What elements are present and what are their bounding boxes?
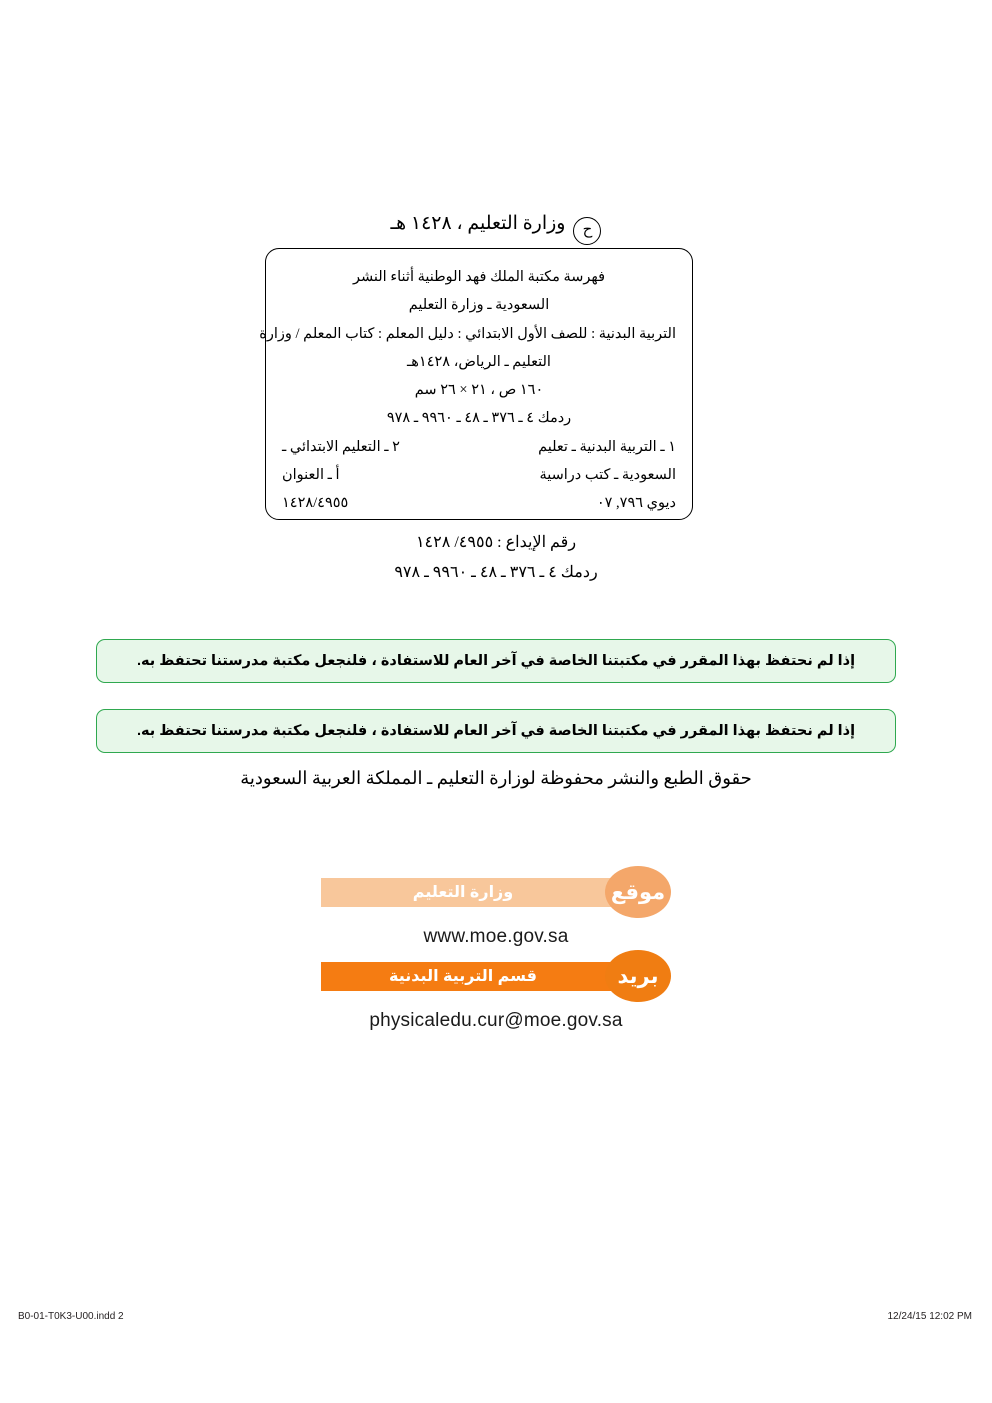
- email-row: [0, 950, 992, 1002]
- email-badge: بريد: [605, 950, 671, 1002]
- cip-line-6: ردمك ٤ ـ ٣٧٦ ـ ٤٨ ـ ٩٩٦٠ ـ ٩٧٨: [386, 410, 572, 427]
- cip-line-7: [282, 433, 676, 461]
- website-url[interactable]: www.moe.gov.sa: [423, 926, 569, 947]
- cip-line-1: فهرسة مكتبة الملك فهد الوطنية أثناء النشر: [352, 269, 606, 285]
- cip-line-8-right: السعودية ـ كتب دراسية: [539, 466, 676, 483]
- email-address[interactable]: physicaledu.cur@moe.gov.sa: [369, 1010, 623, 1031]
- website-bar-label: وزارة التعليم: [321, 878, 617, 907]
- email-bar-label: قسم التربية البدنية: [321, 962, 617, 991]
- cip-line-9: [282, 489, 676, 517]
- website-contact-block: [0, 866, 992, 948]
- rights-statement: حقوق الطبع والنشر محفوظة لوزارة التعليم ـ المملكة العربية السعودية: [240, 768, 752, 788]
- cip-line-7-left: ٢ ـ التعليم الابتدائي ـ: [282, 438, 400, 455]
- copyright-c-icon: ح: [573, 217, 601, 245]
- cip-line-4: التعليم ـ الرياض، ١٤٢٨هـ: [407, 353, 551, 370]
- cip-line-8-left: أ ـ العنوان: [282, 466, 340, 483]
- footer-file-name: B0-01-T0K3-U00.indd 2: [18, 1311, 124, 1322]
- cip-line-2: السعودية ـ وزارة التعليم: [408, 297, 550, 314]
- cip-line-7-right: ١ ـ التربية البدنية ـ تعليم: [538, 438, 676, 455]
- email-contact-block: [0, 950, 992, 1032]
- isbn-number: ردمك ٤ ـ ٣٧٦ ـ ٤٨ ـ ٩٩٦٠ ـ ٩٧٨: [394, 564, 598, 581]
- deposit-number: رقم الإيداع : ٤٩٥٥/ ١٤٢٨: [415, 534, 577, 551]
- cip-line-8: [282, 461, 676, 489]
- cip-line-5: ١٦٠ ص ، ٢١ × ٢٦ سم: [414, 382, 544, 399]
- cip-dewey: ديوي ٧٩٦, ٠٧: [596, 495, 676, 512]
- copyright-text: وزارة التعليم ، ١٤٢٨ هـ: [390, 213, 566, 234]
- library-notice-2: إذا لم نحتفظ بهذا المقرر في مكتبتنا الخاصة في آخر العام للاستفادة ، فلنجعل مكتبة مدرستنا تحتفظ به.: [96, 709, 896, 753]
- cip-line-3: التربية البدنية : للصف الأول الابتدائي : دليل المعلم : كتاب المعلم / وزارة: [259, 325, 676, 342]
- footer-timestamp: 12/24/15 12:02 PM: [887, 1311, 972, 1322]
- website-badge: موقع: [605, 866, 671, 918]
- cip-record-number: ١٤٢٨/٤٩٥٥: [282, 495, 349, 512]
- cip-record-box: [259, 248, 693, 520]
- library-notice-1: إذا لم نحتفظ بهذا المقرر في مكتبتنا الخاصة في آخر العام للاستفادة ، فلنجعل مكتبة مدرستنا تحتفظ به.: [96, 639, 896, 683]
- copyright-line: [0, 212, 992, 245]
- website-row: [0, 866, 992, 918]
